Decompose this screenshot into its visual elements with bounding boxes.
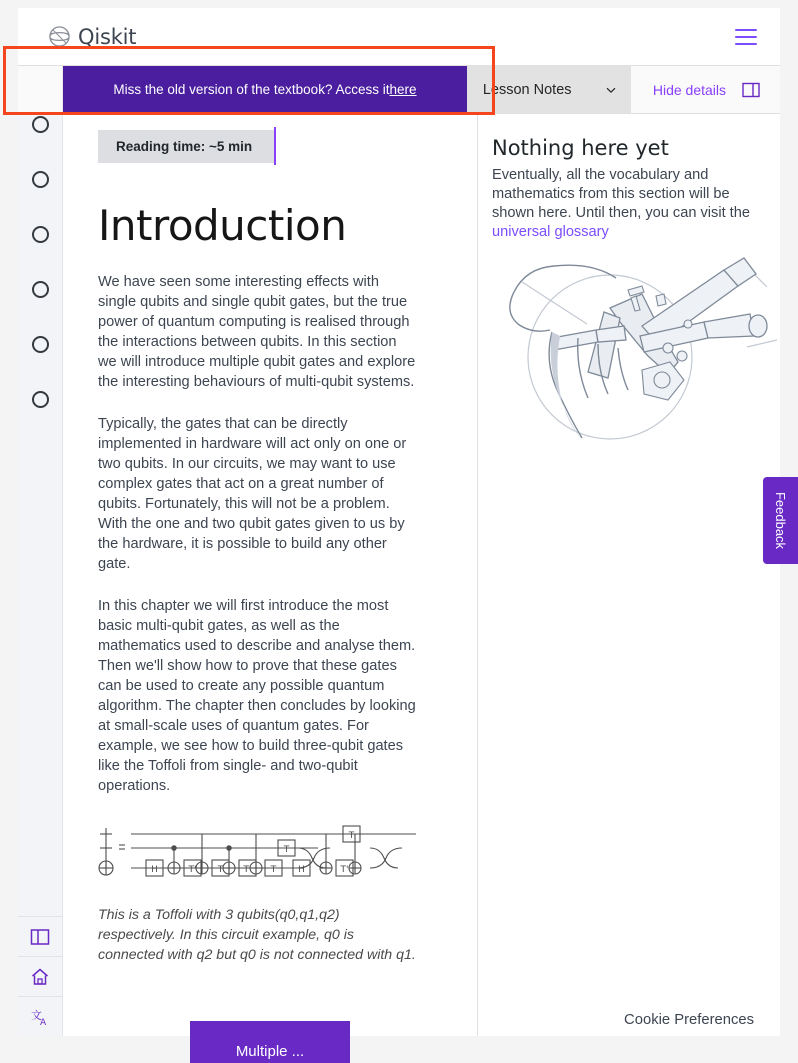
lesson-notes-dropdown[interactable] — [467, 66, 631, 113]
svg-text:T': T' — [188, 865, 197, 875]
hamburger-menu-icon[interactable] — [735, 29, 757, 45]
lesson-toolbar — [18, 66, 780, 114]
promo-text: Miss the old version of the textbook? Access it — [113, 82, 390, 97]
rail-bottom-actions — [18, 916, 63, 1036]
old-textbook-banner[interactable] — [63, 66, 467, 113]
svg-text:T: T — [270, 865, 277, 875]
toffoli-circuit-diagram — [98, 824, 418, 887]
next-lesson-button[interactable]: Multiple ... — [190, 1021, 350, 1063]
svg-text:T: T — [283, 845, 290, 855]
svg-text:H: H — [298, 865, 305, 875]
rail-step-dot[interactable] — [32, 171, 49, 188]
rail-step-dot[interactable] — [32, 281, 49, 298]
body-paragraph: We have seen some interesting effects with single qubits and single qubit gates, but the true power of quantum computing is realised through the interactions between qubits. In this section we will introduce multiple qubit gates and explore the interesting behaviours of multi-qubit systems. — [98, 274, 416, 390]
hide-details-group — [631, 66, 780, 113]
reading-accent-bar — [274, 127, 276, 165]
body-paragraph: In this chapter we will first introduce the most basic multi-qubit gates, as well as the mathematics used to describe and analyse them. Then we'll show how to prove that these gates can be used to create any possible quantum algorithm. The chapter then concludes by looking at small-scale uses of quantum gates. For example, we see how to build three-qubit gates like the Toffoli from single- and two-qubit operations. — [98, 598, 416, 794]
svg-text:A: A — [40, 1017, 47, 1028]
body-paragraph: Typically, the gates that can be directly implemented in hardware will act only on one or two qubits. In our circuits, we may want to use complex gates that act on a great number of qubits. Fortunately, this will not be a problem. With the one and two qubit gates given to us by the hardware, it is possible to build any other gate. — [98, 416, 407, 572]
feedback-label: Feedback — [773, 491, 788, 550]
rail-step-dot[interactable] — [32, 226, 49, 243]
cookie-preferences-button[interactable]: Cookie Preferences — [624, 1012, 754, 1028]
circuit-svg — [98, 824, 418, 882]
hide-details-button[interactable]: Hide details — [652, 81, 726, 98]
figure-caption: This is a Toffoli with 3 qubits(q0,q1,q2) respectively. In this circuit example, q0 is connected with q2 but q0 is not connected with q1. — [98, 907, 416, 963]
split-panel-icon[interactable] — [742, 82, 760, 98]
rail-step-dot[interactable] — [32, 116, 49, 133]
home-icon — [30, 967, 50, 987]
cta-row — [63, 1021, 477, 1063]
left-rail — [18, 114, 63, 1036]
page-title: Introduction — [98, 201, 347, 250]
toolbar-rail-spacer — [18, 66, 63, 113]
home-button[interactable] — [18, 956, 63, 996]
translate-button[interactable] — [18, 996, 63, 1036]
rail-step-dot[interactable] — [32, 391, 49, 408]
site-header — [18, 8, 780, 66]
tools-sketch-illustration — [492, 252, 782, 462]
lesson-content — [63, 114, 478, 1060]
lesson-notes-value: Lesson Notes — [482, 81, 572, 98]
promo-link[interactable]: here — [389, 82, 417, 97]
svg-text:H: H — [151, 865, 158, 875]
svg-text:T: T — [348, 831, 355, 841]
reading-time-row — [98, 127, 477, 165]
translate-icon — [30, 1007, 50, 1027]
notes-panel-body — [492, 166, 754, 242]
rail-step-dot[interactable] — [32, 336, 49, 353]
lesson-notes-panel — [478, 114, 780, 1036]
page-frame — [18, 8, 780, 1060]
chevron-down-icon — [605, 84, 617, 96]
svg-text:T': T' — [243, 865, 252, 875]
svg-text:文: 文 — [31, 1008, 42, 1022]
qiskit-logo-icon — [48, 25, 71, 48]
notes-panel-title: Nothing here yet — [492, 136, 669, 160]
brand-logo[interactable] — [48, 25, 136, 49]
brand-name: Qiskit — [78, 24, 137, 49]
toggle-sidebar-button[interactable] — [18, 916, 63, 956]
universal-glossary-link[interactable]: universal glossary — [492, 224, 609, 240]
reading-time-badge: Reading time: ~5 min — [98, 130, 274, 163]
notes-body-text: Eventually, all the vocabulary and mathematics from this section will be shown here. Until then, you can visit the — [492, 167, 750, 221]
feedback-tab[interactable] — [763, 477, 798, 564]
split-panel-icon — [30, 927, 50, 947]
svg-text:T': T' — [340, 865, 349, 875]
rail-step-list — [32, 114, 49, 446]
svg-text:T: T — [217, 865, 224, 875]
